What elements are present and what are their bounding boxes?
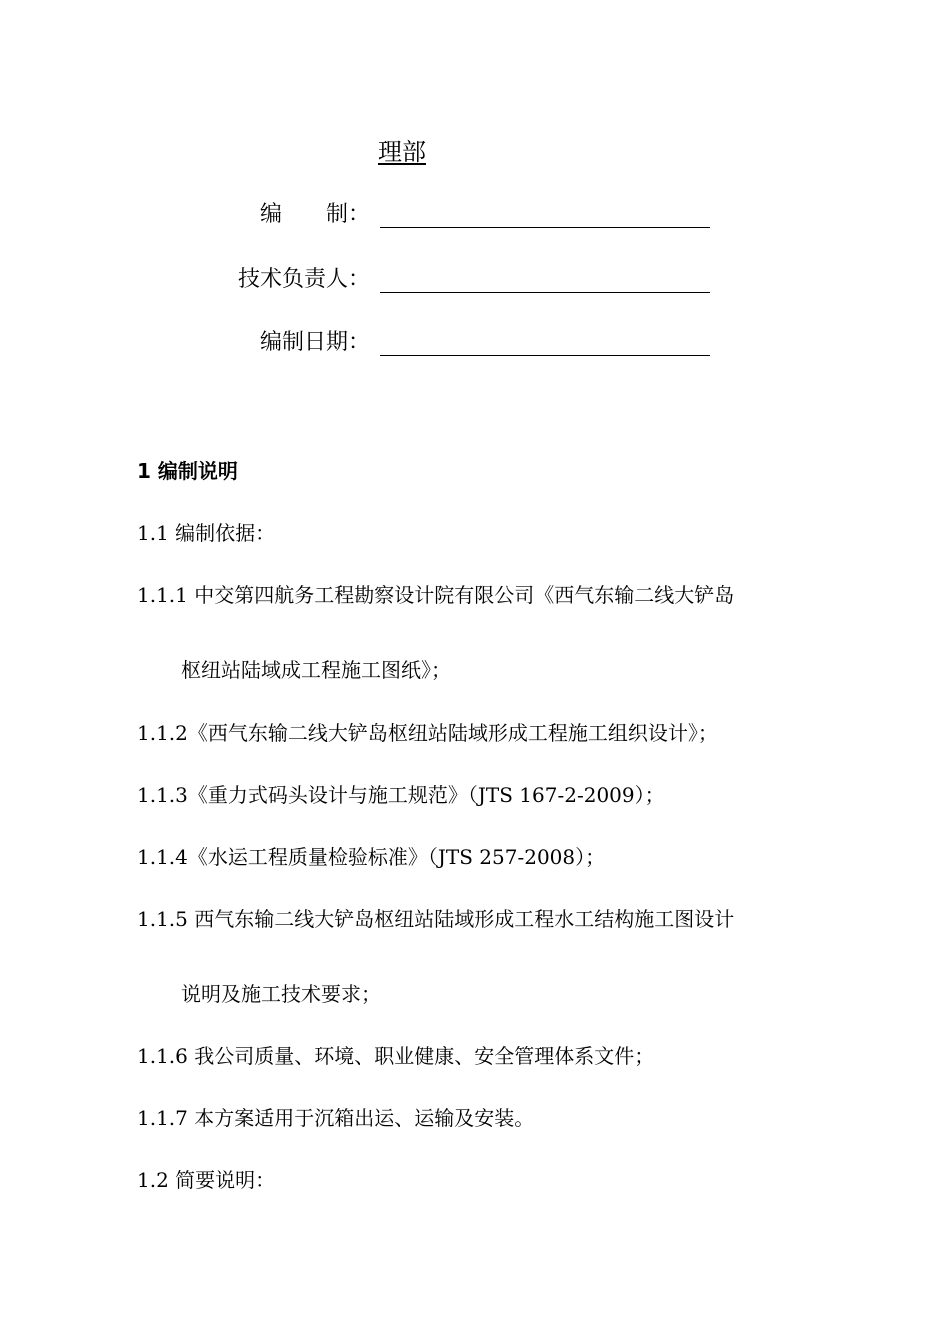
subsection-basis: 1.1 编制依据：: [137, 521, 276, 545]
list-item-1-1-1-cont: 枢纽站陆域成工程施工图纸》；: [181, 658, 451, 682]
list-item-1-1-2: 1.1.2《西气东输二线大铲岛枢纽站陆域形成工程施工组织设计》；: [137, 721, 718, 745]
signature-row-compiler: [0, 198, 950, 232]
department-title: 理部: [378, 138, 426, 166]
section-heading: 1 编制说明: [137, 459, 238, 483]
signature-row-tech-lead: [0, 263, 950, 297]
list-item-1-1-5-cont: 说明及施工技术要求；: [181, 982, 381, 1006]
signature-label-tech-lead: 技术负责人：: [237, 267, 370, 292]
signature-label-compiler: 编 制：: [259, 202, 370, 227]
signature-line-date[interactable]: [380, 355, 710, 356]
list-item-1-1-7: 1.1.7 本方案适用于沉箱出运、运输及安装。: [137, 1106, 535, 1130]
list-item-1-1-3: 1.1.3《重力式码头设计与施工规范》（JTS 167-2-2009）；: [137, 783, 665, 807]
signature-line-compiler[interactable]: [380, 227, 710, 228]
signature-row-date: [0, 326, 950, 360]
list-item-1-1-6: 1.1.6 我公司质量、环境、职业健康、安全管理体系文件；: [137, 1044, 655, 1068]
list-item-1-1-5: 1.1.5 西气东输二线大铲岛枢纽站陆域形成工程水工结构施工图设计: [137, 907, 735, 931]
signature-label-date: 编制日期：: [259, 330, 370, 355]
signature-line-tech-lead[interactable]: [380, 292, 710, 293]
subsection-summary: 1.2 简要说明：: [137, 1168, 276, 1192]
list-item-1-1-4: 1.1.4《水运工程质量检验标准》（JTS 257-2008）；: [137, 845, 606, 869]
list-item-1-1-1: 1.1.1 中交第四航务工程勘察设计院有限公司《西气东输二线大铲岛: [137, 583, 735, 607]
